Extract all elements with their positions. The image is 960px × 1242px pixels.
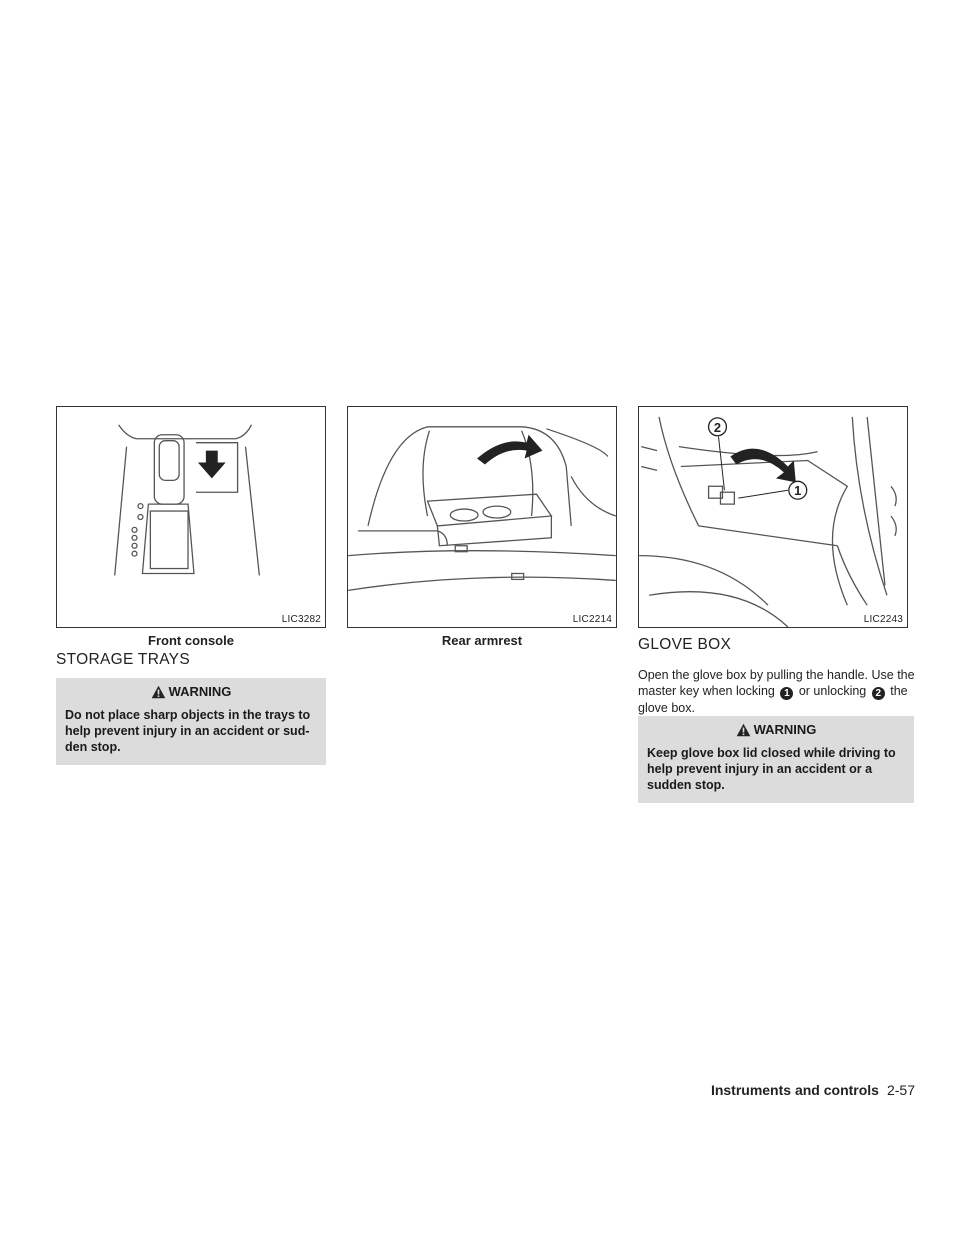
glove-box-drawing [639, 407, 907, 627]
footer-section: Instruments and controls [710, 1082, 879, 1098]
front-console-illustration [56, 406, 326, 628]
warning-text: Keep glove box lid closed while driving to help prevent injury in an accident or a sudden stop. [647, 746, 896, 792]
callout-2: 2 [713, 419, 722, 435]
warning-icon [151, 685, 166, 699]
glove-box-warning [638, 716, 914, 803]
glove-box-illustration [638, 406, 908, 628]
callout-1: 1 [794, 483, 802, 499]
warning-title [65, 684, 317, 699]
warning-title [647, 722, 905, 737]
instructions-text-3: the glove box. [638, 684, 908, 715]
figure-code: LIC3282 [281, 614, 321, 625]
warning-text: Do not place sharp objects in the trays to help prevent injury in an accident or sud-den stop. [65, 708, 311, 754]
figure-caption-front-console: Front console [148, 633, 234, 648]
rear-armrest-drawing [348, 407, 616, 627]
instructions-text-2: or unlocking [798, 684, 867, 698]
instructions-text-1: Open the glove box by pulling the handle. Use the master key when locking [638, 668, 915, 698]
warning-label: WARNING [168, 684, 232, 699]
page-number: 2-57 [886, 1082, 915, 1098]
glove-box-heading: GLOVE BOX [638, 636, 732, 653]
callout-1-marker: 1 [780, 687, 793, 700]
storage-trays-warning [56, 678, 326, 765]
figure-caption-rear-armrest: Rear armrest [441, 633, 523, 648]
front-console-drawing [57, 407, 325, 627]
glove-box-instructions [638, 667, 916, 716]
figure-code: LIC2243 [863, 614, 903, 625]
figure-code: LIC2214 [572, 614, 612, 625]
warning-icon [736, 723, 751, 737]
storage-trays-heading: STORAGE TRAYS [56, 651, 190, 668]
warning-label: WARNING [753, 722, 817, 737]
rear-armrest-illustration [347, 406, 617, 628]
callout-2-marker: 2 [872, 687, 885, 700]
page-footer [711, 1082, 915, 1098]
